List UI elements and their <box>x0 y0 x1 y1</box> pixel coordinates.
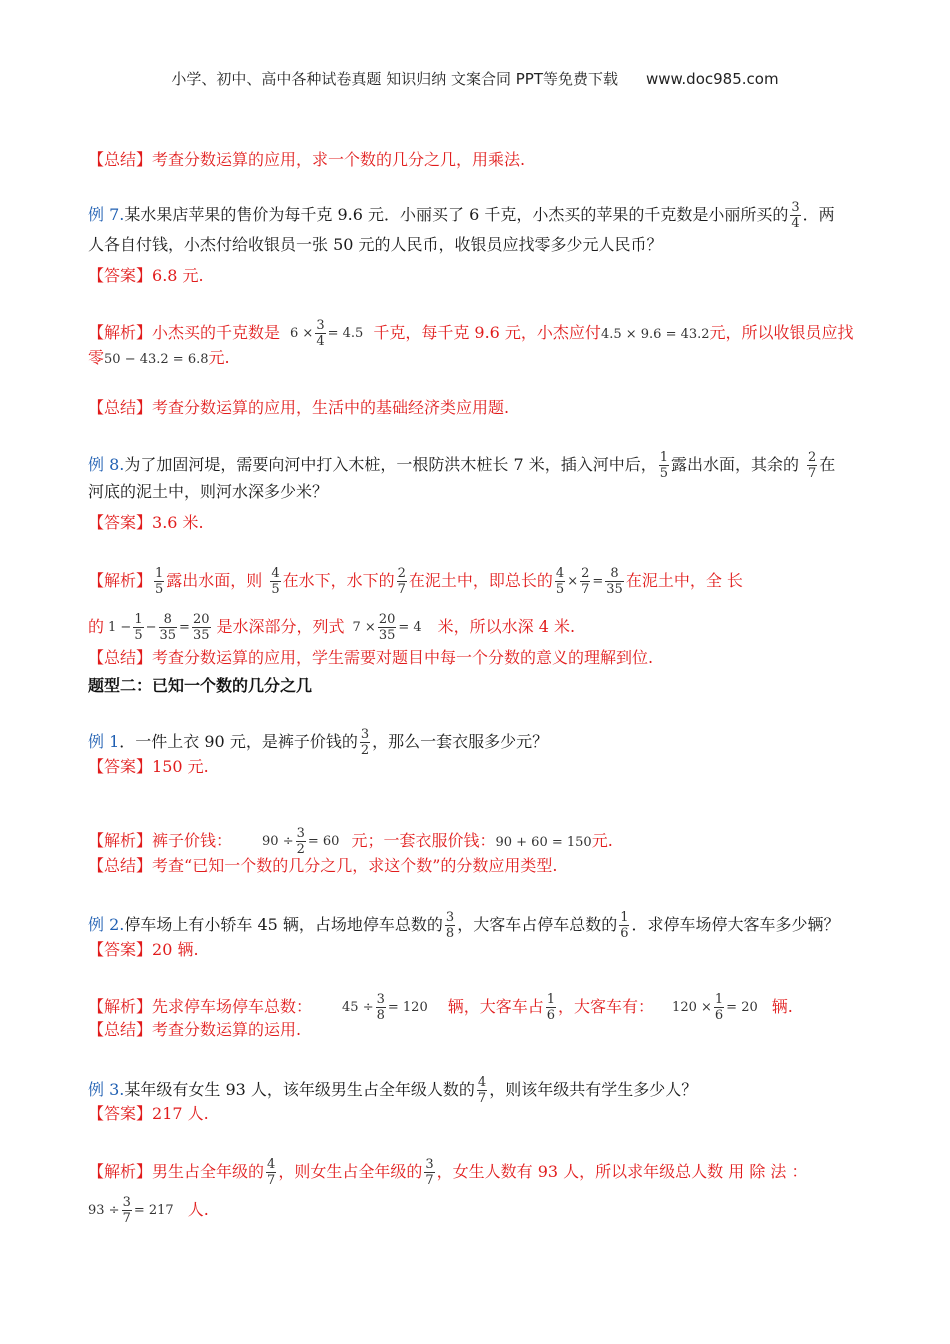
ex8-b-t2: 米，所以水深 4 米. <box>437 617 576 636</box>
ex8-sol-math3: 7 × $\frac{20}{35}$ = 4 <box>352 612 422 643</box>
ex7-solution-line1 <box>88 318 854 349</box>
ex7-answer-tag: 【答案】 <box>88 266 153 285</box>
ex1-s3: 元. <box>591 831 613 850</box>
ex1-solution-tag: 【解析】 <box>88 831 153 850</box>
header-site[interactable]: www.doc985.com <box>645 70 779 88</box>
ex2-q1b: ，大客车占停车总数的 <box>457 915 618 934</box>
ex3-q1: 某年级有女生 93 人，该年级男生占全年级人数的 <box>124 1080 475 1099</box>
ex1-summary <box>88 856 557 876</box>
ex3-solution-line2 <box>88 1195 209 1226</box>
ex7-summary-tag: 【总结】 <box>88 398 153 417</box>
ex2-frac1: $\frac{3}{8}$ <box>445 910 455 941</box>
ex8-sol-frac3: $\frac{2}{7}$ <box>397 566 406 597</box>
ex2-s4: 辆. <box>771 997 793 1016</box>
ex8-a-t3: 在泥土中，即总长的 <box>408 571 553 590</box>
summary-text: 考查分数运算的应用，求一个数的几分之几，用乘法. <box>152 150 526 169</box>
ex8-frac2: $\frac{2}{7}$ <box>808 450 817 481</box>
section-title: 题型二：已知一个数的几分之几 <box>88 676 313 695</box>
ex8-solution-line2 <box>88 612 575 643</box>
ex8-solution-line1 <box>88 566 743 597</box>
ex2-s2: 辆，大客车占 <box>447 997 544 1016</box>
ex2-q1: 停车场上有小轿车 45 辆，占场地停车总数的 <box>124 915 443 934</box>
ex3-label: 例 3. <box>88 1080 125 1099</box>
ex2-label: 例 2. <box>88 915 125 934</box>
ex8-q2: 河底的泥土中，则河水深多少米？ <box>88 482 329 501</box>
ex2-s1: 先求停车场停车总数： <box>152 997 313 1016</box>
ex7-answer-text: 6.8 元. <box>152 266 204 285</box>
ex3-answer-text: 217 人. <box>152 1104 209 1123</box>
ex7-question-line2 <box>88 235 663 255</box>
ex1-question <box>88 727 548 758</box>
ex8-summary-text: 考查分数运算的应用，学生需要对题目中每一个分数的意义的理解到位. <box>152 648 654 667</box>
ex3-q1b: ，则该年级共有学生多少人？ <box>489 1080 698 1099</box>
ex3-question <box>88 1075 697 1106</box>
ex8-a-t4: 在泥土中，全 长 <box>625 571 743 590</box>
ex7-math3: 50 − 43.2 = 6.8 <box>104 352 209 367</box>
ex8-solution-tag: 【解析】 <box>88 571 153 590</box>
ex1-q1b: ，那么一套衣服多少元？ <box>372 732 549 751</box>
ex1-math2: 90 + 60 = 150 <box>495 835 592 850</box>
ex1-answer-tag: 【答案】 <box>88 757 153 776</box>
ex2-answer-text: 20 辆. <box>152 940 199 959</box>
ex1-s2: 元；一套衣服价钱： <box>351 831 496 850</box>
ex7-sol1c: 元，所以收银员应找 <box>709 323 854 342</box>
ex7-solution-tag: 【解析】 <box>88 323 153 342</box>
ex8-sol-frac1: $\frac{1}{5}$ <box>155 566 164 597</box>
ex2-summary-tag: 【总结】 <box>88 1020 153 1039</box>
ex7-answer <box>88 266 204 286</box>
ex1-q1: ．一件上衣 90 元，是裤子价钱的 <box>119 732 358 751</box>
ex2-frac2: $\frac{1}{6}$ <box>620 910 629 941</box>
page-header <box>0 68 950 89</box>
ex2-summary <box>88 1020 301 1040</box>
ex8-frac1: $\frac{1}{5}$ <box>659 450 668 481</box>
ex8-sol-math2: 1 − $\frac{1}{5}$ − $\frac{8}{35}$ = $\frac{20}{35}$ <box>108 612 210 643</box>
ex7-question-line1 <box>88 200 835 231</box>
summary-prev <box>88 150 525 170</box>
summary-tag: 【总结】 <box>88 150 153 169</box>
ex2-s3: ，大客车有： <box>558 997 655 1016</box>
ex2-q1c: ．求停车场停大客车多少辆？ <box>631 915 840 934</box>
header-text: 小学、初中、高中各种试卷真题 知识归纳 文案合同 PPT等免费下载 <box>171 70 618 88</box>
ex3-frac1: $\frac{4}{7}$ <box>267 1157 276 1188</box>
ex3-answer-tag: 【答案】 <box>88 1104 153 1123</box>
ex8-q1b: 露出水面，其余的 <box>671 455 800 474</box>
ex2-solution-tag: 【解析】 <box>88 997 153 1016</box>
ex1-solution <box>88 826 613 857</box>
ex8-label: 例 8. <box>88 455 125 474</box>
ex1-math1: 90 ÷ $\frac{3}{2}$ = 60 <box>262 826 340 857</box>
ex8-summary-tag: 【总结】 <box>88 648 153 667</box>
ex7-math2: 4.5 × 9.6 = 43.2 <box>600 327 710 342</box>
ex2-answer-tag: 【答案】 <box>88 940 153 959</box>
ex8-sol-math1: $\frac{4}{5}$ × $\frac{2}{7}$ = $\frac{8}{35}$ <box>555 566 623 597</box>
ex2-math2: 120 × $\frac{1}{6}$ = 20 <box>672 992 758 1023</box>
ex7-sol1b: 千克，每千克 9.6 元，小杰应付 <box>373 323 601 342</box>
ex7-q2: 人各自付钱，小杰付给收银员一张 50 元的人民币，收银员应找零多少元人民币？ <box>88 235 663 254</box>
ex7-sol2b: 元. <box>208 348 230 367</box>
ex8-b-t0: 的 <box>88 617 105 636</box>
ex7-summary <box>88 398 509 418</box>
ex3-solution-tag: 【解析】 <box>88 1162 153 1181</box>
ex3-s4: 人. <box>187 1200 209 1219</box>
ex8-a-t2: 在水下，水下的 <box>282 571 395 590</box>
ex8-answer-text: 3.6 米. <box>152 513 204 532</box>
ex3-frac2: $\frac{3}{7}$ <box>425 1157 434 1188</box>
ex1-s1: 裤子价钱： <box>152 831 233 850</box>
ex1-answer <box>88 757 209 777</box>
ex3-s3: ，女生人数有 93 人，所以求年级总人数 用 除 法 ： <box>436 1162 808 1181</box>
ex2-frac3: $\frac{1}{6}$ <box>546 992 556 1023</box>
ex7-math1: 6 × $\frac{3}{4}$ = 4.5 <box>290 318 364 349</box>
ex2-summary-text: 考查分数运算的运用. <box>152 1020 302 1039</box>
ex1-answer-text: 150 元. <box>152 757 209 776</box>
ex2-math1: 45 ÷ $\frac{3}{8}$ = 120 <box>342 992 428 1023</box>
ex8-q1c: 在 <box>819 455 836 474</box>
ex1-fraction: $\frac{3}{2}$ <box>360 727 370 758</box>
ex1-label: 例 1 <box>88 732 120 751</box>
ex8-q1a: 为了加固河堤，需要向河中打入木桩，一根防洪木桩长 7 米，插入河中后， <box>124 455 657 474</box>
ex3-answer <box>88 1104 209 1124</box>
ex8-question-line2 <box>88 482 328 502</box>
ex1-summary-tag: 【总结】 <box>88 856 153 875</box>
ex7-q1b: ．两 <box>802 205 835 224</box>
ex2-solution <box>88 992 793 1023</box>
ex3-s2: ，则女生占全年级的 <box>278 1162 423 1181</box>
ex7-sol2a: 零 <box>88 348 105 367</box>
ex7-summary-text: 考查分数运算的应用，生活中的基础经济类应用题. <box>152 398 510 417</box>
ex2-question <box>88 910 840 941</box>
ex7-fraction: $\frac{3}{4}$ <box>791 200 800 231</box>
ex8-question-line1 <box>88 450 835 481</box>
ex1-summary-text: 考查“已知一个数的几分之几，求这个数”的分数应用类型. <box>152 856 558 875</box>
ex3-solution-line1 <box>88 1157 808 1188</box>
ex8-answer-tag: 【答案】 <box>88 513 153 532</box>
ex3-fraction: $\frac{4}{7}$ <box>477 1075 487 1106</box>
ex7-sol1a: 小杰买的千克数是 <box>152 323 281 342</box>
ex8-sol-frac2: $\frac{4}{5}$ <box>271 566 280 597</box>
ex3-math1: 93 ÷ $\frac{3}{7}$ = 217 <box>88 1195 174 1226</box>
ex2-answer <box>88 940 199 960</box>
ex8-b-t1: 是水深部分，列式 <box>216 617 345 636</box>
ex8-answer <box>88 513 204 533</box>
ex7-label: 例 7. <box>88 205 125 224</box>
ex8-summary <box>88 648 653 668</box>
ex7-q1: 某水果店苹果的售价为每千克 9.6 元．小丽买了 6 千克，小杰买的苹果的千克数是小丽所买的 <box>124 205 789 224</box>
ex7-solution-line2 <box>88 348 230 370</box>
ex8-a-t1: 露出水面，则 <box>166 571 263 590</box>
ex3-s1: 男生占全年级的 <box>152 1162 265 1181</box>
